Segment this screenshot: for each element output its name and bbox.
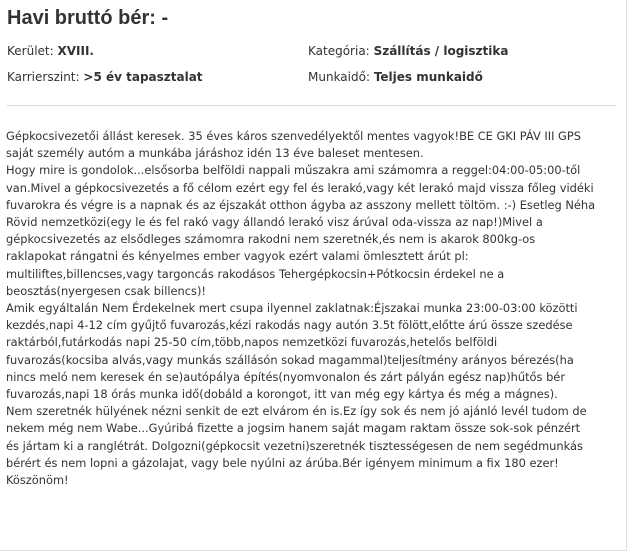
section-divider (7, 105, 616, 106)
description-line: multiliftes,billencses,vagy targoncás rakodásos Tehergépkocsin+Pótkocsin érdekel ne a (6, 266, 505, 281)
detail-value: Szállítás / logisztika (373, 44, 509, 58)
description-line: Gépkocsivezetői állást keresek. 35 éves káros szenvedélyektől mentes vagyok!BE CE GKI PÁV III GPS (6, 129, 581, 143)
description-line: és jártam ki a ranglétrát. Dolgozni(gépkocsit vezetni)szeretnék tisztességesen de nem segédmunkás (6, 438, 583, 453)
description-line: gépkocsivezetés az elsődleges számomra rakodni nem szeretnék,és nem is akarok 800kg-os (6, 232, 536, 247)
description-line: nincs meló nem keresek én se)autópálya építés(nyomvonalon és zárt pályán egész nap)hűtős bér (6, 369, 566, 384)
description-line: fuvarozás,napi 18 órás munka idő(dobáld a korongot, itt van még egy kártya és még a mágnes). (6, 387, 558, 402)
detail-label: Karrierszint: (7, 70, 80, 84)
description-line: Amik egyáltalán Nem Érdekelnek mert csupa ilyennel zaklatnak:Éjszakai munka 23:00-03:00 közötti (6, 301, 578, 316)
description-line: Nem szeretnék hülyének nézni senkit de ezt elvárom én is.Ez így sok és nem jó ajánló levél tudom de (6, 404, 587, 419)
description-line: nekem még nem Wabe...Gyúribá fizette a jogsim hanem saját magam raktam össze sok-sok pénzért (6, 421, 581, 436)
description-line: fuvarokra és végre is a napnak és az éjszakát otthon ágyba az asszony mellett töltöm. :-) Esetleg Néha (6, 197, 596, 212)
detail-kategoria (308, 43, 508, 59)
detail-value: >5 év tapasztalat (83, 70, 203, 84)
description-line: kezdés,napi 4-12 cím gyűjtő fuvarozás,kézi rakodás nagy autón 3.5t fölött,előtte árú össze szedése (6, 318, 573, 333)
job-description (6, 128, 620, 489)
description-line: Hogy mire is gondolok...elsősorba belföldi nappali műszakra ami számomra a reggel:04:00-05:00-től (6, 163, 581, 178)
detail-value: Teljes munkaidő (373, 70, 483, 84)
description-line: Rövid nemzetközi(egy le és fel rakó vagy állandó lerakó visz árúval oda-vissza az nap!)Mivel a (6, 215, 543, 230)
description-line: saját személy autóm a munkába járáshoz idén 13 éve baleset mentesen. (6, 146, 424, 161)
page-title: Havi bruttó bér: - (7, 7, 169, 29)
description-line: Köszönöm! (6, 473, 69, 488)
detail-munkaido (308, 69, 483, 85)
detail-label: Munkaidő: (308, 70, 370, 84)
description-line: raktárból,futárkodás napi 25-50 cím,több,napos nemzetközi fuvarozás,hetelős belföldi (6, 335, 498, 350)
description-line: fuvarozás(kocsiba alvás,vagy munkás szállásón sokad magammal)teljesítmény arányos bérezés(ha (6, 352, 574, 367)
description-line: beosztás(nyergesen csak billencs)! (6, 283, 206, 298)
detail-karrierszint (7, 69, 203, 85)
description-line: bérért és nem lopni a gázolajat, vagy bele nyúlni az árúba.Bér igényem minimum a fix 180 ezer! (6, 455, 559, 470)
description-line: raklapokat rángatni és kényelmes ember vagyok ezért valami ömlesztett árút pl: (6, 249, 469, 264)
description-line: van.Mivel a gépkocsivezetés a fő célom ezért egy fel és lerakó,vagy két lerakó majd vissza főleg vidéki (6, 180, 594, 195)
detail-value: XVIII. (57, 44, 94, 58)
detail-label: Kerület: (7, 44, 54, 58)
detail-kerulet (7, 43, 94, 59)
detail-label: Kategória: (308, 44, 370, 58)
